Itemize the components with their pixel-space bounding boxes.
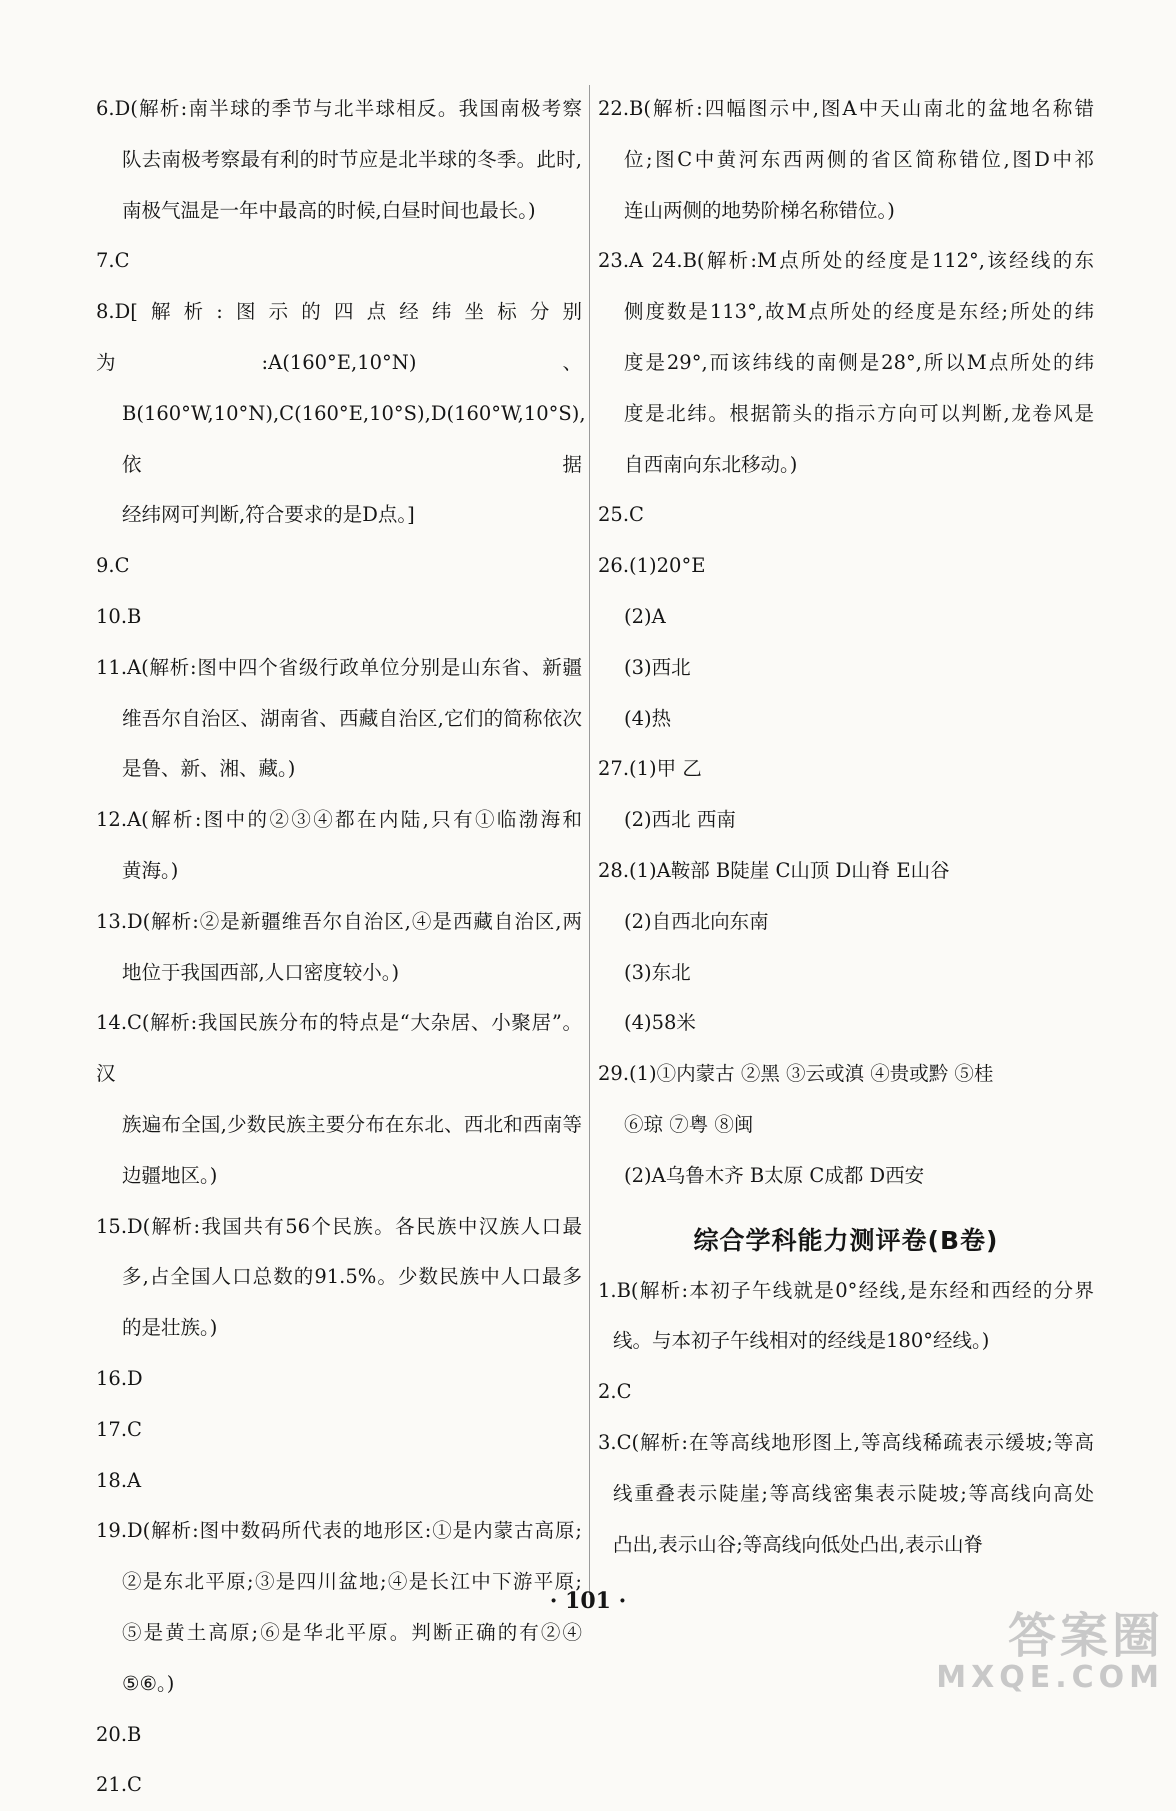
answer-line: 地位于我国西部,人口密度较小。) <box>122 960 400 984</box>
answer-line: 23.A 24.B(解析:M点所处的经度是112°,该经线的东 <box>598 249 1094 273</box>
answer-item <box>598 1418 1094 1570</box>
answer-line: 自西南向东北移动。) <box>624 452 798 476</box>
answer-line: 21.C <box>96 1773 142 1797</box>
answer-line: (4)58米 <box>624 1011 696 1035</box>
answer-item <box>96 795 582 897</box>
answer-line: 26.(1)20°E <box>598 554 706 578</box>
answer-line: (2)A <box>624 604 666 628</box>
answer-line: B(160°W,10°N),C(160°E,10°S),D(160°W,10°S),依据 <box>122 401 586 476</box>
answers-part-a <box>598 84 1094 1202</box>
answer-line: 22.B(解析:四幅图示中,图A中天山南北的盆地名称错 <box>598 97 1094 120</box>
answer-line: 族遍布全国,少数民族主要分布在东北、西北和西南等 <box>122 1112 582 1136</box>
answer-item <box>598 236 1094 490</box>
answers-part-b <box>598 1266 1094 1571</box>
left-column <box>96 84 586 1811</box>
answer-item <box>96 897 582 999</box>
answer-line: 度是29°,而该纬线的南侧是28°,所以M点所处的纬 <box>624 350 1094 374</box>
answer-line: 13.D(解析:②是新疆维吾尔自治区,④是西藏自治区,两 <box>96 909 582 933</box>
right-column <box>598 84 1094 1570</box>
answer-item <box>598 744 1094 846</box>
answer-item <box>598 1049 1094 1201</box>
answer-line: 的是壮族。) <box>122 1316 218 1340</box>
answer-item <box>96 1202 582 1354</box>
answer-line: 12.A(解析:图中的②③④都在内陆,只有①临渤海和 <box>96 808 582 832</box>
answer-line: 17.C <box>96 1417 142 1441</box>
answer-line: 7.C <box>96 249 130 273</box>
answer-line: 连山两侧的地势阶梯名称错位。) <box>624 198 895 222</box>
answer-item <box>96 287 586 541</box>
answer-item <box>96 1710 582 1761</box>
answer-line: ⑤⑥。) <box>122 1671 175 1695</box>
answer-item <box>96 541 582 592</box>
answer-line: 25.C <box>598 503 644 527</box>
answer-line: 南极气温是一年中最高的时候,白昼时间也最长。) <box>122 198 536 222</box>
answer-item <box>598 490 1094 541</box>
answer-line: ⑤是黄土高原;⑥是华北平原。判断正确的有②④ <box>122 1620 582 1644</box>
answer-line: (2)A乌鲁木齐 B太原 C成都 D西安 <box>624 1163 925 1187</box>
answer-line: 6.D(解析:南半球的季节与北半球相反。我国南极考察 <box>96 97 582 120</box>
answer-line: 3.C(解析:在等高线地形图上,等高线稀疏表示缓坡;等高 <box>598 1430 1094 1454</box>
answer-line: 9.C <box>96 554 130 578</box>
answer-line: 15.D(解析:我国共有56个民族。各民族中汉族人口最 <box>96 1214 582 1238</box>
answer-line: 维吾尔自治区、湖南省、西藏自治区,它们的简称依次 <box>122 706 582 730</box>
answer-item <box>96 592 582 643</box>
answer-line: 27.(1)甲 乙 <box>598 757 702 781</box>
answer-item <box>598 84 1094 236</box>
watermark-logo <box>936 1610 1164 1694</box>
answer-item <box>96 1405 582 1456</box>
answer-item <box>96 84 582 236</box>
answer-line: (3)西北 <box>624 655 691 679</box>
answer-line: (2)自西北向东南 <box>624 909 769 933</box>
answer-line: 10.B <box>96 604 142 628</box>
answer-item <box>598 1266 1094 1368</box>
answer-line: 1.B(解析:本初子午线就是0°经线,是东经和西经的分界 <box>598 1278 1094 1302</box>
answer-line: 线。与本初子午线相对的经线是180°经线。) <box>613 1329 990 1353</box>
answer-item <box>96 1456 582 1507</box>
answer-line: (4)热 <box>624 706 672 730</box>
answer-line: 11.A(解析:图中四个省级行政单位分别是山东省、新疆 <box>96 655 582 679</box>
answer-line: (2)西北 西南 <box>624 808 736 832</box>
answer-line: 经纬网可判断,符合要求的是D点。] <box>122 503 415 527</box>
page-number: · 101 · <box>549 1588 627 1614</box>
answer-line: 凸出,表示山谷;等高线向低处凸出,表示山脊 <box>613 1532 983 1556</box>
answer-line: ②是东北平原;③是四川盆地;④是长江中下游平原; <box>122 1570 582 1594</box>
answer-line: 度是北纬。根据箭头的指示方向可以判断,龙卷风是 <box>624 401 1094 425</box>
answer-item <box>96 643 582 795</box>
answer-line: 19.D(解析:图中数码所代表的地形区:①是内蒙古高原; <box>96 1519 582 1543</box>
answer-item <box>598 541 1094 744</box>
answer-item <box>96 1354 582 1405</box>
answer-line: 线重叠表示陡崖;等高线密集表示陡坡;等高线向高处 <box>613 1481 1094 1505</box>
answer-line: 18.A <box>96 1468 142 1492</box>
answer-line: 侧度数是113°,故M点所处的经度是东经;所处的纬 <box>624 300 1094 324</box>
watermark-url: MXQE.COM <box>936 1660 1164 1695</box>
answer-line: 2.C <box>598 1380 632 1404</box>
answer-line: 是鲁、新、湘、藏。) <box>122 757 296 781</box>
section-title: 综合学科能力测评卷(B卷) <box>693 1225 999 1255</box>
answer-line: 队去南极考察最有利的时节应是北半球的冬季。此时, <box>122 147 582 171</box>
answer-line: 位;图C中黄河东西两侧的省区简称错位,图D中祁 <box>624 147 1094 171</box>
answer-line: 多,占全国人口总数的91.5%。少数民族中人口最多 <box>122 1265 582 1289</box>
answer-line: 29.(1)①内蒙古 ②黑 ③云或滇 ④贵或黔 ⑤桂 <box>598 1062 994 1086</box>
answer-item <box>96 998 582 1201</box>
watermark-text: 答案圈 <box>1007 1608 1164 1664</box>
answer-line: 黄海。) <box>122 858 179 882</box>
answer-line: 14.C(解析:我国民族分布的特点是“大杂居、小聚居”。汉 <box>96 1011 582 1086</box>
answer-item <box>598 846 1094 1049</box>
answer-line: 边疆地区。) <box>122 1163 218 1187</box>
answer-line: ⑥琼 ⑦粤 ⑧闽 <box>624 1112 754 1136</box>
answer-line: 16.D <box>96 1366 143 1390</box>
answer-item <box>96 1760 582 1811</box>
column-divider <box>589 85 590 1595</box>
answer-line: 20.B <box>96 1722 142 1746</box>
answer-line: 28.(1)A鞍部 B陡崖 C山顶 D山脊 E山谷 <box>598 858 950 882</box>
answer-item <box>96 236 582 287</box>
answer-line: (3)东北 <box>624 960 691 984</box>
answer-line: 8.D[解析:图示的四点经纬坐标分别为:A(160°E,10°N)、 <box>96 300 582 374</box>
answer-item <box>598 1367 1094 1418</box>
